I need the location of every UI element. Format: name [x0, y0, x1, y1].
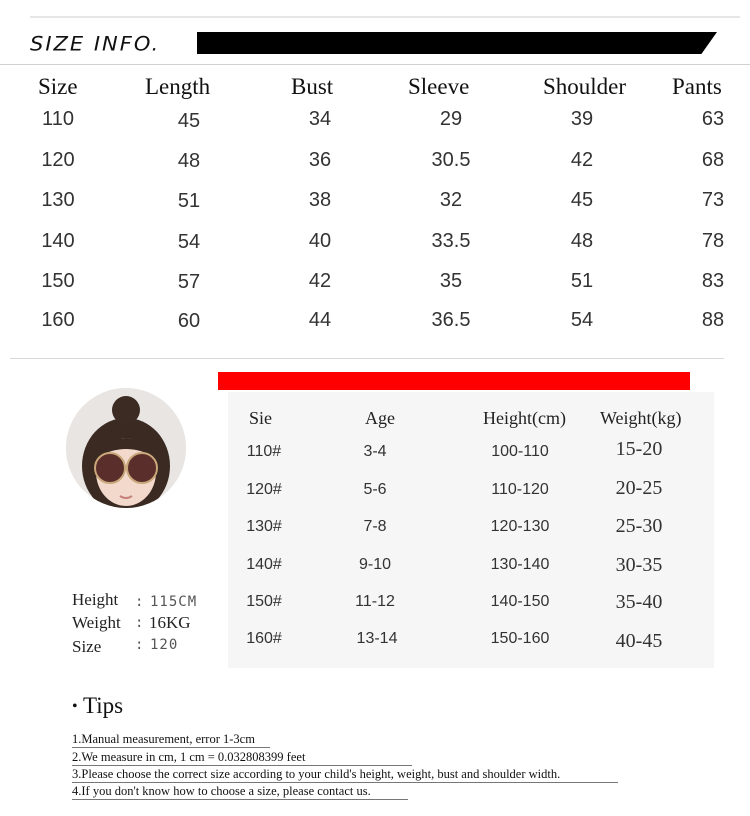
table-cell: 11-12 [355, 593, 395, 610]
table-cell: 73 [701, 189, 725, 211]
size-col-header: Size [38, 74, 78, 99]
table-cell: 44 [308, 309, 332, 331]
table-cell: 36 [308, 149, 332, 171]
table-cell: 39 [570, 108, 594, 130]
table-cell: 130-140 [490, 556, 550, 573]
table-cell: 68 [701, 149, 725, 171]
height-col-header: Height(cm) [483, 408, 566, 428]
tip-item-1: 1.Manual measurement, error 1-3cm [72, 732, 255, 746]
table-cell: 150-160 [490, 630, 550, 647]
table-cell: 15-20 [615, 438, 663, 460]
model-photo [66, 388, 186, 508]
table-cell: 150 [41, 270, 75, 292]
table-cell: 120-130 [490, 518, 550, 535]
table-cell: 35-40 [615, 591, 663, 613]
table-cell: 140-150 [490, 593, 550, 610]
tip-item-4: 4.If you don't know how to choose a size, please contact us. [72, 784, 371, 798]
table-cell: 3-4 [363, 443, 387, 460]
tip-underline [72, 782, 618, 783]
table-cell: 160 [41, 309, 75, 331]
table-cell: 40 [308, 230, 332, 252]
table-cell: 140 [41, 230, 75, 252]
length-col-header: Length [145, 74, 211, 99]
table-cell: 13-14 [356, 630, 398, 647]
table-cell: 35 [439, 270, 463, 292]
table-cell: 5-6 [363, 481, 387, 498]
table-cell: 54 [570, 309, 594, 331]
header-divider [0, 64, 750, 65]
table-cell: 33.5 [431, 230, 471, 252]
tip-item-3: 3.Please choose the correct size according to your child's height, weight, bust and shoulder width. [72, 767, 561, 781]
sleeve-col-header: Sleeve [408, 74, 470, 99]
size-value: 120 [150, 637, 179, 653]
pants-col-header: Pants [672, 74, 722, 99]
tips-bullet: • [72, 698, 78, 715]
tip-underline [72, 765, 412, 766]
table-cell: 57 [177, 271, 201, 293]
table-cell: 60 [177, 310, 201, 332]
table-cell: 25-30 [615, 515, 663, 537]
table-cell: 83 [701, 270, 725, 292]
table-cell: 120 [41, 149, 75, 171]
weight-col-header: Weight(kg) [600, 408, 682, 428]
tips-title-text: Tips [82, 693, 124, 718]
sie-col-header: Sie [249, 408, 273, 428]
table-cell: 45 [570, 189, 594, 211]
table-cell: 130# [246, 518, 282, 535]
table-cell: 32 [439, 189, 463, 211]
table-cell: 29 [439, 108, 463, 130]
table-cell: 140# [246, 556, 282, 573]
table-cell: 42 [570, 149, 594, 171]
table-cell: 34 [308, 108, 332, 130]
tip-item-2: 2.We measure in cm, 1 cm = 0.032808399 feet [72, 750, 306, 764]
shoulder-col-header: Shoulder [543, 74, 627, 99]
weight-value: 16KG [149, 613, 191, 632]
weight-separator: : [135, 615, 145, 631]
table-cell: 51 [570, 270, 594, 292]
tip-underline [72, 747, 270, 748]
table-cell: 9-10 [358, 556, 392, 573]
table-cell: 120# [246, 481, 282, 498]
table-cell: 30.5 [431, 149, 471, 171]
table-cell: 42 [308, 270, 332, 292]
tips-title [72, 693, 123, 719]
table-cell: 45 [177, 110, 201, 132]
table-cell: 88 [701, 309, 725, 331]
table-cell: 130 [41, 189, 75, 211]
table-cell: 150# [246, 593, 282, 610]
table-cell: 51 [177, 190, 201, 212]
child-portrait-image [66, 388, 186, 508]
table-cell: 54 [177, 231, 201, 253]
table-cell: 36.5 [431, 309, 471, 331]
table-cell: 110# [246, 443, 282, 460]
height-separator: : [135, 594, 145, 610]
table-cell: 100-110 [491, 443, 549, 460]
bust-col-header: Bust [291, 74, 334, 99]
size-info-title: SIZE INFO. [30, 32, 161, 56]
table-cell: 110 [42, 108, 74, 130]
size-separator: : [135, 637, 145, 653]
section-divider [10, 358, 724, 359]
table-cell: 48 [570, 230, 594, 252]
table-cell: 48 [177, 150, 201, 172]
title-black-bar [197, 32, 717, 54]
red-accent-bar [218, 372, 690, 390]
table-cell: 160# [246, 630, 282, 647]
height-value: 115CM [150, 594, 198, 610]
table-cell: 7-8 [363, 518, 387, 535]
table-cell: 38 [308, 189, 332, 211]
tip-underline [72, 799, 408, 800]
table-cell: 63 [701, 108, 725, 130]
size-label: Size [72, 637, 102, 656]
age-col-header: Age [365, 408, 395, 428]
height-label: Height [72, 590, 119, 609]
table-cell: 20-25 [615, 477, 663, 499]
table-cell: 30-35 [615, 554, 663, 576]
table-cell: 110-120 [491, 481, 549, 498]
table-cell: 78 [701, 230, 725, 252]
table-cell: 40-45 [615, 630, 663, 652]
top-divider [30, 16, 740, 18]
weight-label: Weight [72, 613, 121, 632]
